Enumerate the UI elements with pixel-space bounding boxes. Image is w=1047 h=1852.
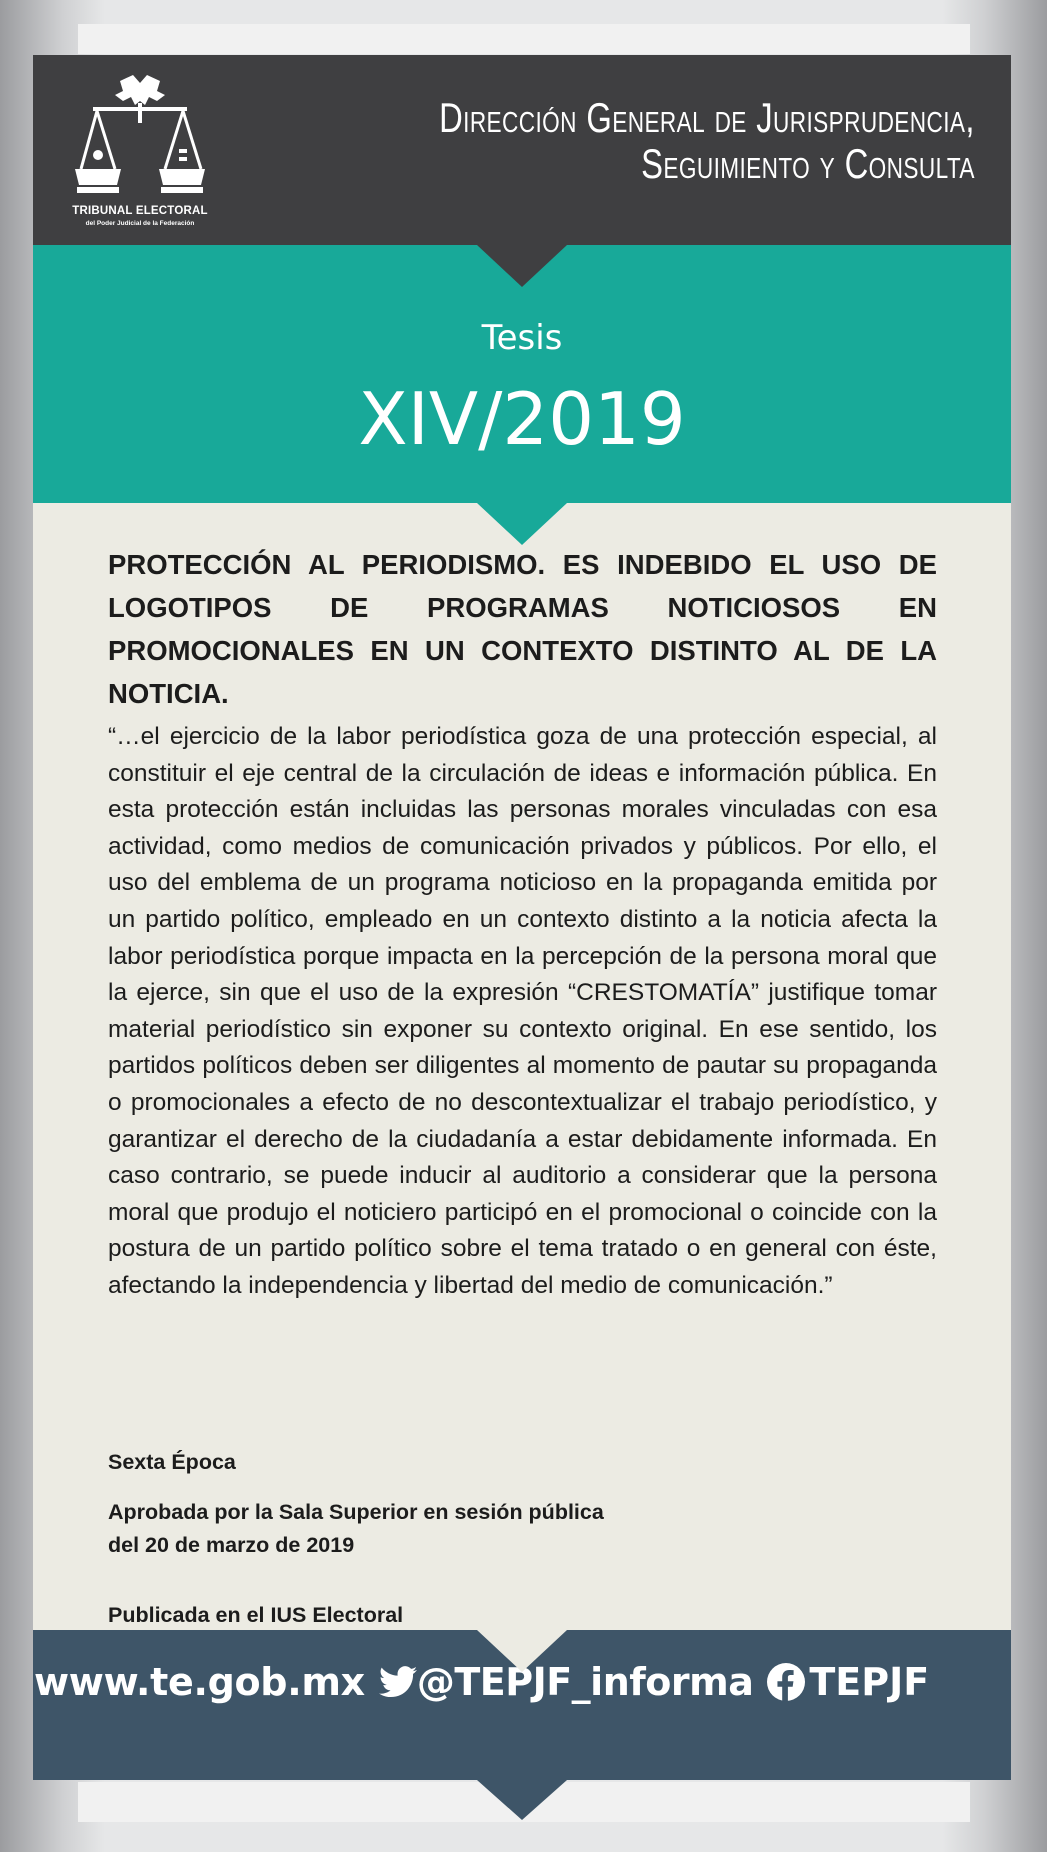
logo-name: TRIBUNAL ELECTORAL xyxy=(72,205,208,217)
header-bar xyxy=(33,55,1011,245)
website-link[interactable]: www.te.gob.mx xyxy=(34,1660,365,1704)
facebook-handle[interactable]: TEPJF xyxy=(809,1660,930,1704)
publication-info: Publicada en el IUS Electoral xyxy=(108,1603,404,1627)
twitter-bird-icon xyxy=(379,1665,417,1699)
thesis-card xyxy=(33,55,1011,1780)
department-line-1: Dirección General de Jurisprudencia, xyxy=(439,94,975,141)
thesis-number: XIV/2019 xyxy=(358,377,686,461)
epoch-label: Sexta Época xyxy=(108,1450,236,1474)
approval-line-2: del 20 de marzo de 2019 xyxy=(108,1533,355,1557)
banner-pointer xyxy=(477,503,567,545)
scales-of-justice-icon xyxy=(65,73,215,203)
approval-line-1: Aprobada por la Sala Superior en sesión pública xyxy=(108,1500,604,1524)
approval-info xyxy=(108,1496,604,1562)
department-line-2: Seguimiento y Consulta xyxy=(641,140,975,187)
thesis-content xyxy=(108,543,937,1305)
facebook-icon xyxy=(767,1663,805,1701)
footer-notch xyxy=(477,1630,567,1672)
thesis-body: “…el ejercicio de la labor periodística goza de una protección especial, al constituir el eje central de la circulación de ideas e información pública. En esta protección están incluidas las personas morales vinculadas con esa actividad, como medios de comunicación privados y públicos. Por ello, el uso del emblema de un programa noticioso en la propaganda emitida por un partido político, empleado en un contexto distinto a la noticia afecta la labor periodística porque impacta en la percepción de la persona moral que la ejerce, sin que el uso de la expresión “CRESTOMATÍA” justifique tomar material periodístico sin exponer su contexto original. En ese sentido, los partidos políticos deben ser diligentes al momento de pautar su propaganda o promocionales a efecto de no descontextualizar el trabajo periodístico, y garantizar el derecho de la ciudadanía a estar debidamente informada. En caso contrario, se puede inducir al auditorio a considerar que la persona moral que produjo el noticiero participó en el promocional o coincide con la postura de un partido político sobre el tema tratado o en general con éste, afectando la independencia y libertad del medio de comunicación.” xyxy=(108,723,937,1299)
tribunal-logo xyxy=(65,73,215,233)
department-title xyxy=(439,95,975,187)
twitter-handle[interactable]: @TEPJF_informa xyxy=(416,1660,754,1704)
header-pointer xyxy=(477,245,567,287)
logo-subname: del Poder Judicial de la Federación xyxy=(85,220,195,227)
background-top-strip xyxy=(78,24,970,54)
thesis-title: PROTECCIÓN AL PERIODISMO. ES INDEBIDO EL USO DE LOGOTIPOS DE PROGRAMAS NOTICIOSOS EN PROMOCIONALES EN UN CONTEXTO DISTINTO AL DE LA NOTICIA. xyxy=(108,549,937,709)
footer-pointer xyxy=(477,1780,567,1820)
thesis-label: Tesis xyxy=(481,318,563,358)
